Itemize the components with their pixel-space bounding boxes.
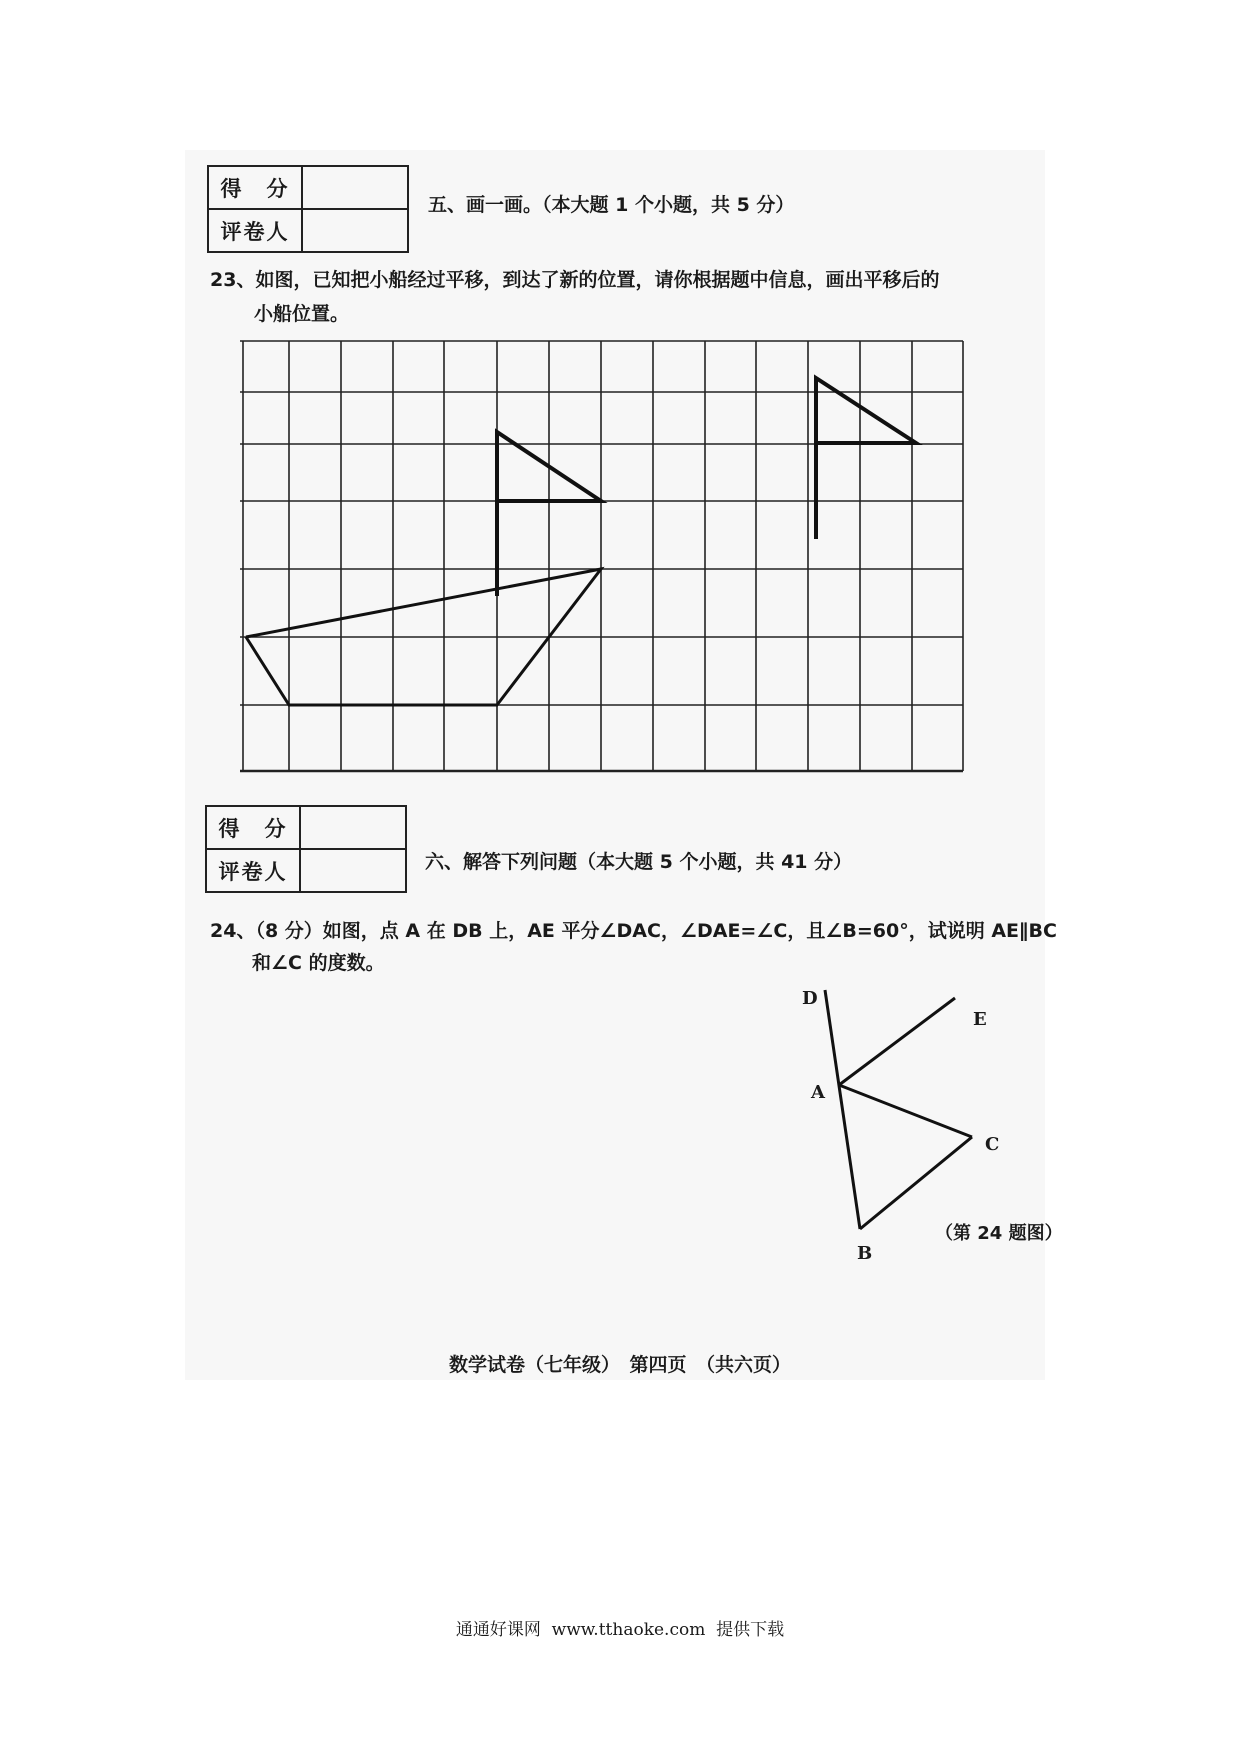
point-d-label: D bbox=[802, 988, 818, 1009]
point-b-label: B bbox=[857, 1243, 873, 1264]
line-ac bbox=[839, 1085, 972, 1137]
q23-line1: 23、如图，已知把小船经过平移，到达了新的位置，请你根据题中信息，画出平移后的 bbox=[210, 269, 940, 291]
score-cell[interactable] bbox=[300, 806, 406, 849]
figure-caption: （第 24 题图） bbox=[935, 1223, 1063, 1244]
point-a-label: A bbox=[811, 1082, 825, 1103]
grader-cell[interactable] bbox=[302, 209, 408, 252]
grader-label: 评卷人 bbox=[208, 209, 302, 252]
section6-heading: 六、解答下列问题（本大题 5 个小题，共 41 分） bbox=[425, 851, 853, 873]
score-cell[interactable] bbox=[302, 166, 408, 209]
source-footer: 通通好课网 www.tthaoke.com 提供下载 bbox=[455, 1620, 785, 1640]
page-footer: 数学试卷（七年级） 第四页 （共六页） bbox=[448, 1354, 791, 1376]
line-db bbox=[825, 990, 860, 1229]
section5-heading: 五、画一画。（本大题 1 个小题，共 5 分） bbox=[428, 194, 795, 216]
q23-line2: 小船位置。 bbox=[254, 303, 350, 325]
grader-cell[interactable] bbox=[300, 849, 406, 892]
score-label: 得 分 bbox=[206, 806, 300, 849]
line-bc bbox=[860, 1137, 972, 1229]
q24-line2: 和∠C 的度数。 bbox=[252, 952, 385, 974]
line-ae bbox=[839, 998, 955, 1085]
translated-boat-sail bbox=[816, 378, 916, 539]
score-box-section5 bbox=[207, 165, 409, 253]
grader-label: 评卷人 bbox=[206, 849, 300, 892]
point-c-label: C bbox=[985, 1134, 1000, 1155]
point-e-label: E bbox=[973, 1009, 987, 1030]
score-label: 得 分 bbox=[208, 166, 302, 209]
boat-grid-figure bbox=[238, 335, 968, 785]
q24-line1: 24、（8 分）如图，点 A 在 DB 上，AE 平分∠DAC，∠DAE=∠C，且∠B=60°，试说明 AE∥BC bbox=[210, 920, 1057, 942]
score-box-section6 bbox=[205, 805, 407, 893]
